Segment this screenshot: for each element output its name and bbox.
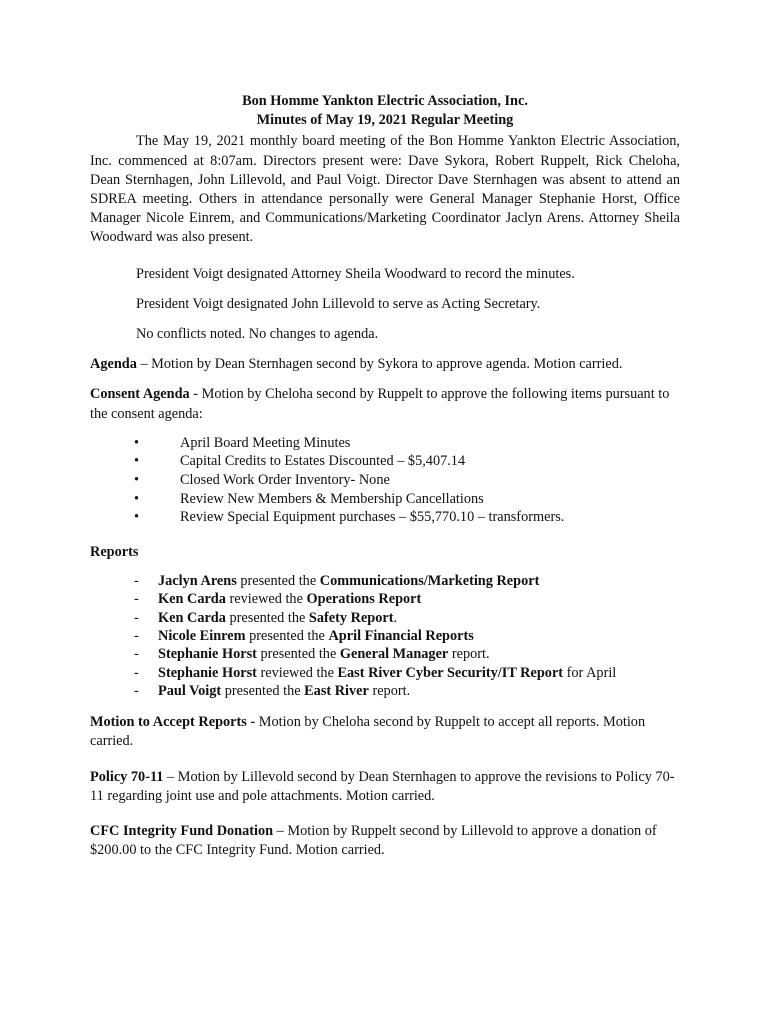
consent-agenda-motion <box>90 385 680 423</box>
agenda-label: Agenda <box>90 356 137 373</box>
motion-accept-label: Motion to Accept Reports - <box>90 714 256 731</box>
list-item: - Ken Carda reviewed the Operations Report <box>134 591 422 608</box>
list-item: • Review New Members & Membership Cancellations <box>134 490 484 507</box>
intro-paragraph: The May 19, 2021 monthly board meeting of the Bon Homme Yankton Electric Association, Inc. commenced at 8:07am. Directors present were: Dave Sykora, Robert Ruppelt, Rick Cheloha, Dean Sternhagen, John Lillevold, and Paul Voigt. Director Dave Sternhagen was absent to attend an SDREA meeting. Others in attendance personally were General Manager Stephanie Horst, Office Manager Nicole Einrem, and Communications/Marketing Coordinator Jaclyn Arens. Attorney Sheila Woodward was also present. <box>90 133 680 246</box>
org-title: Bon Homme Yankton Electric Association, Inc. <box>242 93 528 109</box>
designation-recorder: President Voigt designated Attorney Sheila Woodward to record the minutes. <box>136 265 575 282</box>
dash-icon: - <box>134 646 139 663</box>
consent-label: Consent Agenda <box>90 386 190 403</box>
cfc-donation-motion <box>90 822 680 860</box>
list-item: - Ken Carda presented the Safety Report. <box>134 609 398 626</box>
bullet-icon: • <box>134 472 140 489</box>
list-item: - Stephanie Horst presented the General Manager report. <box>134 646 490 663</box>
list-item: - Paul Voigt presented the East River report. <box>134 682 411 699</box>
dash-icon: - <box>134 682 139 699</box>
policy-motion <box>90 768 680 806</box>
dash-icon: - <box>134 573 139 590</box>
motion-accept-reports <box>90 713 680 751</box>
list-item: • Closed Work Order Inventory- None <box>134 472 390 489</box>
dash-icon: - <box>134 664 139 681</box>
dash-icon: - <box>134 609 139 626</box>
list-item: • Review Special Equipment purchases – $55,770.10 – transformers. <box>134 509 565 526</box>
list-item: - Stephanie Horst reviewed the East River Cyber Security/IT Report for April <box>134 664 617 681</box>
cfc-label: CFC Integrity Fund Donation <box>90 822 274 839</box>
minutes-document <box>90 92 680 876</box>
meeting-subtitle: Minutes of May 19, 2021 Regular Meeting <box>256 112 514 129</box>
dash-icon: - <box>134 627 139 644</box>
list-item: - Jaclyn Arens presented the Communications/Marketing Report <box>134 573 540 590</box>
consent-text: - Motion by Cheloha second by Ruppelt to approve the following items pursuant to the consent agenda: <box>90 386 670 422</box>
bullet-icon: • <box>134 490 140 507</box>
bullet-icon: • <box>134 434 140 451</box>
consent-items-list <box>90 434 680 527</box>
bullet-icon: • <box>134 453 140 470</box>
dash-icon: - <box>134 591 139 608</box>
agenda-text: – Motion by Dean Sternhagen second by Sykora to approve agenda. Motion carried. <box>136 356 623 373</box>
conflicts-note: No conflicts noted. No changes to agenda. <box>136 326 379 343</box>
reports-heading: Reports <box>90 543 139 560</box>
designation-secretary: President Voigt designated John Lillevold to serve as Acting Secretary. <box>136 295 541 312</box>
motion-accept-text: Motion by Cheloha second by Ruppelt to accept all reports. Motion carried. <box>90 714 646 750</box>
cfc-text: – Motion by Ruppelt second by Lillevold to approve a donation of $200.00 to the CFC Integrity Fund. Motion carried. <box>90 822 657 859</box>
policy-label: Policy 70-11 <box>90 768 164 785</box>
list-item: - Nicole Einrem presented the April Financial Reports <box>134 627 474 644</box>
bullet-icon: • <box>134 509 140 526</box>
policy-text: – Motion by Lillevold second by Dean Sternhagen to approve the revisions to Policy 70-11 regarding joint use and pole attachments. Motion carried. <box>90 768 675 804</box>
list-item: • Capital Credits to Estates Discounted – $5,407.14 <box>134 453 466 470</box>
list-item: • April Board Meeting Minutes <box>134 434 351 451</box>
reports-list <box>90 572 680 700</box>
agenda-motion <box>90 355 680 374</box>
